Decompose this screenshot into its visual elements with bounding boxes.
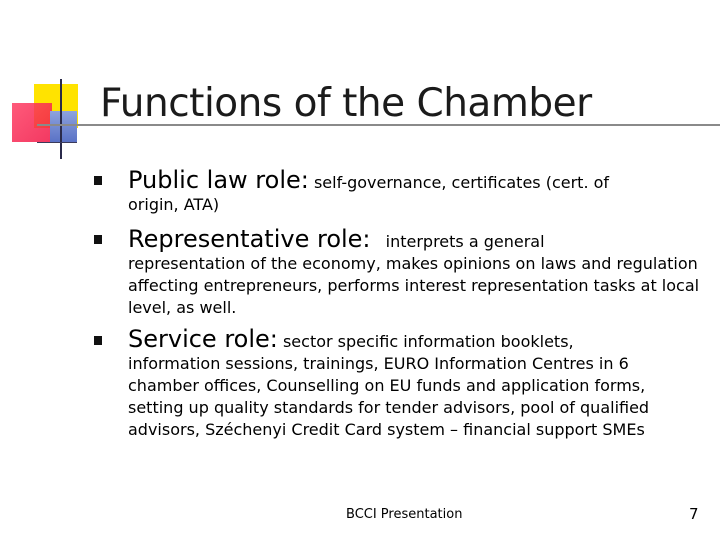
footer-presentation-name: BCCI Presentation [346,507,463,522]
list-item [128,225,703,253]
item-heading: Representative role: [128,225,371,253]
slide-title: Functions of the Chamber [100,81,592,126]
list-item [128,325,703,353]
item-heading: Service role: [128,325,278,353]
list-item [128,166,703,194]
bullet-square-icon [94,235,102,244]
item-heading: Public law role: [128,166,309,194]
decor-short-line [37,142,77,143]
item-continuation: information sessions, trainings, EURO Information Centres in 6 chamber offices, Counselling on EU funds and application forms, setting up quality standards for tender advisors, pool of qualified advisors, Széchenyi Credit Card system – financial support SMEs [128,354,650,439]
page-number: 7 [689,505,699,523]
item-continuation: representation of the economy, makes opinions on laws and regulation affecting entrepreneurs, performs interest representation tasks at local level, as well. [128,254,700,317]
bullet-square-icon [94,176,102,185]
bullet-square-icon [94,336,102,345]
item-continuation: origin, ATA) [128,195,220,214]
item-first-line: sector specific information booklets, [282,332,574,351]
item-first-line: self-governance, certificates (cert. of [313,173,610,192]
decor-vertical-line [60,79,62,159]
item-first-line: interprets a general [385,232,545,251]
decor-red-square [12,103,52,142]
decor-blue-square [50,111,77,142]
